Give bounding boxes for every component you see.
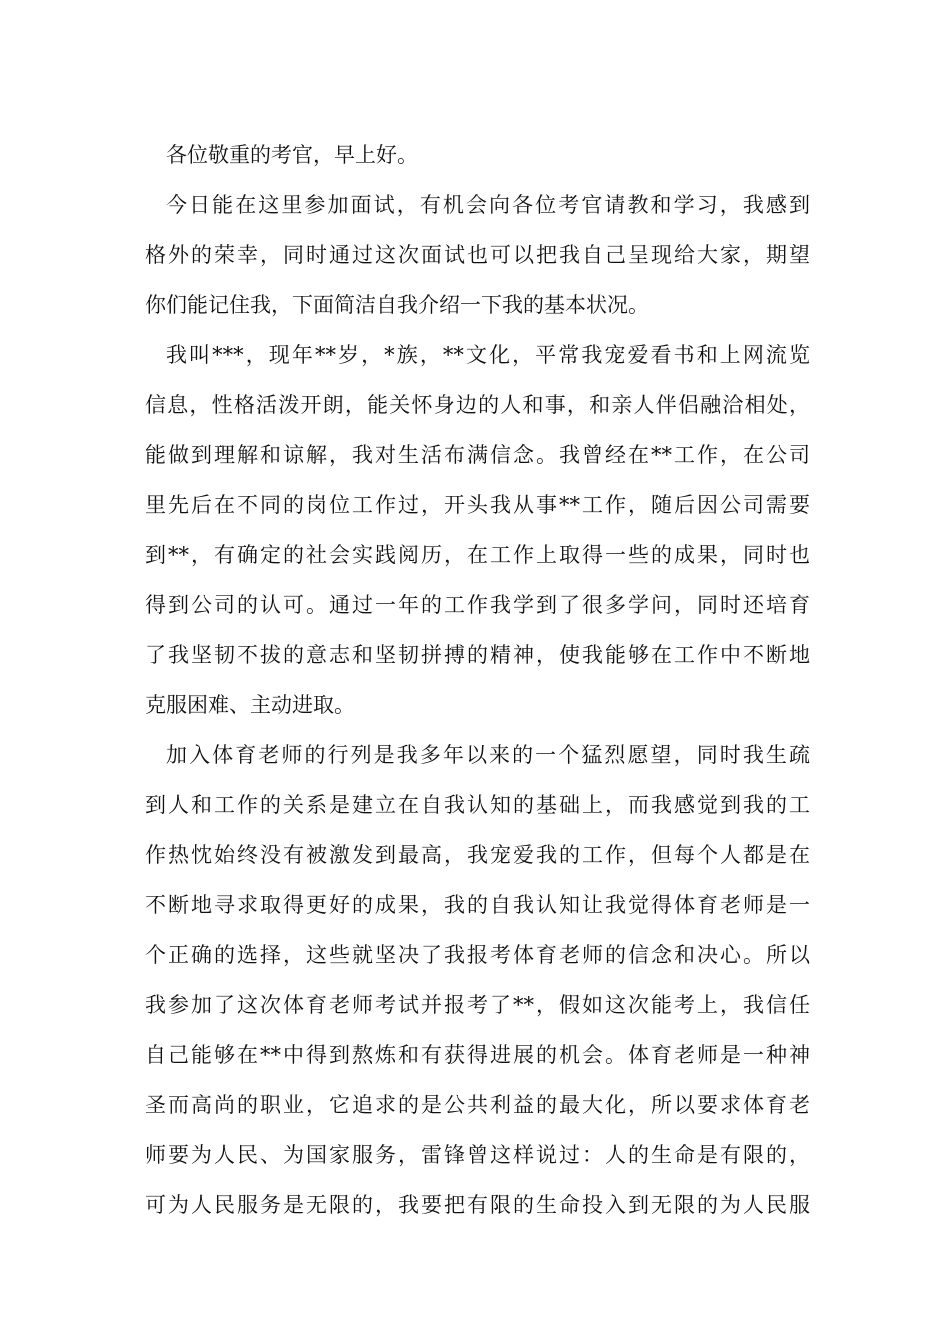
paragraph-line: 得到公司的认可。通过一年的工作我学到了很多学问，同时还培育 (145, 593, 810, 617)
paragraph-line: 我参加了这次体育老师考试并报考了**，假如这次能考上，我信任 (145, 993, 810, 1017)
paragraph-line: 你们能记住我，下面简洁自我介绍一下我的基本状况。 (145, 293, 649, 317)
paragraph-line: 个正确的选择，这些就坚决了我报考体育老师的信念和决心。所以 (145, 943, 810, 967)
paragraph-line: 克服困难、主动进取。 (145, 693, 355, 717)
paragraph-line: 到人和工作的关系是建立在自我认知的基础上，而我感觉到我的工 (145, 793, 810, 817)
paragraph-line: 能做到理解和谅解，我对生活布满信念。我曾经在**工作，在公司 (145, 443, 810, 467)
paragraph-line: 到**，有确定的社会实践阅历，在工作上取得一些的成果，同时也 (145, 543, 810, 567)
paragraph-line: 今日能在这里参加面试，有机会向各位考官请教和学习，我感到 (166, 193, 810, 217)
paragraph-line: 了我坚韧不拔的意志和坚韧拼搏的精神，使我能够在工作中不断地 (145, 643, 810, 667)
paragraph-line: 作热忱始终没有被激发到最高，我宠爱我的工作，但每个人都是在 (145, 843, 810, 867)
paragraph-line: 信息，性格活泼开朗，能关怀身边的人和事，和亲人伴侣融洽相处， (145, 393, 810, 417)
paragraph-line: 师要为人民、为国家服务，雷锋曾这样说过：人的生命是有限的， (145, 1143, 810, 1167)
paragraph-line: 不断地寻求取得更好的成果，我的自我认知让我觉得体育老师是一 (145, 893, 810, 917)
paragraph-line: 圣而高尚的职业，它追求的是公共利益的最大化，所以要求体育老 (145, 1093, 810, 1117)
paragraph-line: 我叫***，现年**岁，*族，**文化，平常我宠爱看书和上网流览 (166, 343, 810, 367)
document-body (145, 130, 810, 1230)
paragraph-line: 自己能够在**中得到熬炼和有获得进展的机会。体育老师是一种神 (145, 1043, 810, 1067)
paragraph-line: 格外的荣幸，同时通过这次面试也可以把我自己呈现给大家，期望 (145, 243, 810, 267)
paragraph-line: 里先后在不同的岗位工作过，开头我从事**工作，随后因公司需要 (145, 493, 810, 517)
paragraph-line: 各位敬重的考官，早上好。 (166, 143, 418, 167)
paragraph-line: 加入体育老师的行列是我多年以来的一个猛烈愿望，同时我生疏 (166, 743, 810, 767)
paragraph-line: 可为人民服务是无限的，我要把有限的生命投入到无限的为人民服 (145, 1193, 810, 1217)
